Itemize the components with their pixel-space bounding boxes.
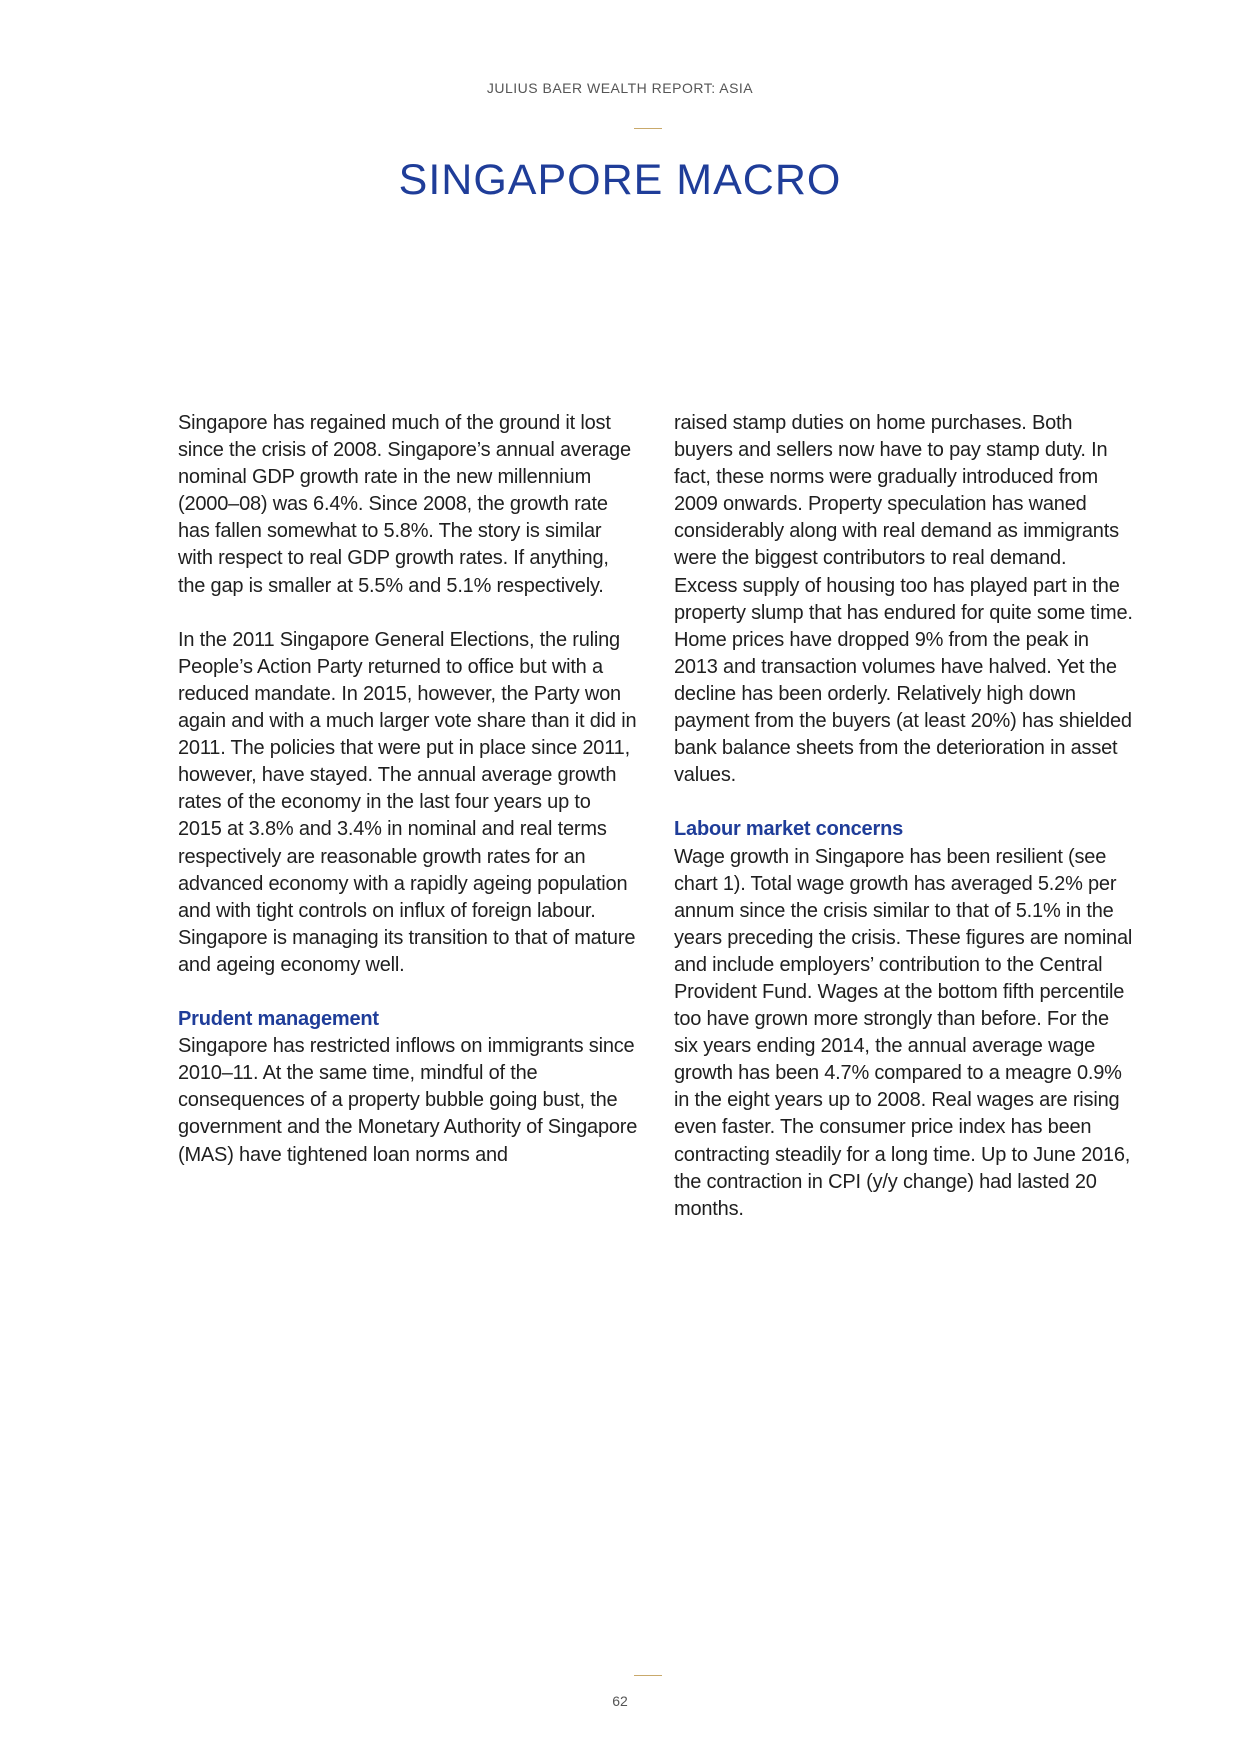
paragraph: Singapore has restricted inflows on immigrants since 2010–11. At the same time, mindful of the consequences of a property bubble going bust, the government and the Monetary Authority of Singapore (MAS) have tightened loan norms and xyxy=(178,1035,638,1166)
paragraph: Singapore has regained much of the ground it lost since the crisis of 2008. Singapore’s annual average nominal GDP growth rate in the new millennium (2000–08) was 6.4%. Since 2008, the growth rate has fallen somewhat to 5.8%. The story is similar with respect to real GDP growth rates. If anything, the gap is smaller at 5.5% and 5.1% respectively. xyxy=(178,412,631,597)
paragraph: In the 2011 Singapore General Elections, the ruling People’s Action Party returned to office but with a reduced mandate. In 2015, however, the Party won again and with a much larger vote share than it did in 2011. The policies that were put in place since 2011, however, have stayed. The annual average growth rates of the economy in the last four years up to 2015 at 3.8% and 3.4% in nominal and real terms respectively are reasonable growth rates for an advanced economy with a rapidly ageing population and with tight controls on influx of foreign labour. Singapore is managing its transition to that of mature and ageing economy well. xyxy=(178,628,637,976)
page-number: 62 xyxy=(612,1693,628,1709)
section-heading: Prudent management xyxy=(178,1008,379,1031)
left-column xyxy=(178,410,638,1223)
right-column xyxy=(674,410,1134,1223)
article-body xyxy=(178,410,1134,1223)
footer-divider xyxy=(634,1675,662,1676)
paragraph: raised stamp duties on home purchases. Both buyers and sellers now have to pay stamp duty. In fact, these norms were gradually introduced from 2009 onwards. Property speculation has waned considerably along with real demand as immigrants were the biggest contributors to real demand. Excess supply of housing too has played part in the property slump that has endured for quite some time. Home prices have dropped 9% from the peak in 2013 and transaction volumes have halved. Yet the decline has been orderly. Relatively high down payment from the buyers (at least 20%) has shielded bank balance sheets from the deterioration in asset values. xyxy=(674,412,1133,787)
page-title: SINGAPORE MACRO xyxy=(398,156,842,204)
paragraph: Wage growth in Singapore has been resilient (see chart 1). Total wage growth has averaged 5.2% per annum since the crisis similar to that of 5.1% in the years preceding the crisis. These figures are nominal and include employers’ contribution to the Central Provident Fund. Wages at the bottom fifth percentile too have grown more strongly than before. For the six years ending 2014, the annual average wage growth has been 4.7% compared to a meagre 0.9% in the eight years up to 2008. Real wages are rising even faster. The consumer price index has been contracting steadily for a long time. Up to June 2016, the contraction in CPI (y/y change) had lasted 20 months. xyxy=(674,845,1133,1220)
running-header: JULIUS BAER WEALTH REPORT: ASIA xyxy=(486,80,754,96)
section-heading: Labour market concerns xyxy=(674,818,904,841)
header-divider xyxy=(634,128,662,129)
